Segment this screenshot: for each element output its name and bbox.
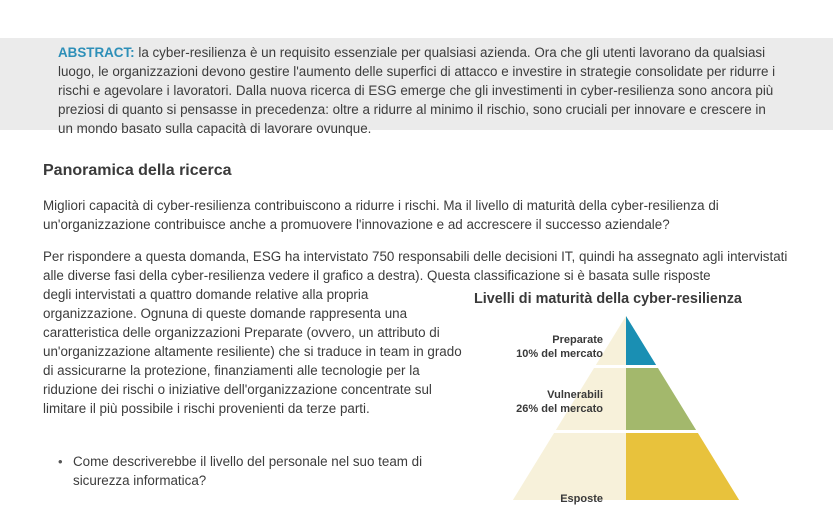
pyramid-tier-right-2 [626,433,776,500]
paragraph-1: Migliori capacità di cyber-resilienza contribuiscono a ridurre i rischi. Ma il livello di maturità della cyber-resilienza di un'organizzazione contribuisce anche a promuovere l'innovazione e ad accrescere il successo aziendale? [43,198,719,232]
abstract-label: ABSTRACT: [58,45,135,60]
pyramid-tier-name-2: Esposte [560,493,603,505]
bullet-text: Come descriverebbe il livello del personale nel suo team di sicurezza informatica? [73,454,423,488]
pyramid-tier-label-0 [516,333,603,361]
pyramid-tier-pct-0: 10% del mercato [516,348,603,360]
pyramid-tier-name-1: Vulnerabili [547,389,603,401]
chart-title: Livelli di maturità della cyber-resilienza [474,291,742,307]
abstract-body: la cyber-resilienza è un requisito essenziale per qualsiasi azienda. Ora che gli utenti lavorano da qualsiasi luogo, le organizzazioni devono gestire l'aumento delle superfici di attacco e investire in strategie consolidate per ridurre i rischi e agevolare i lavoratori. Dalla nuova ricerca di ESG emerge che gli investimenti in cyber-resilienza sono ancora più preziosi di quanto si pensasse in precedenza: oltre a ridurre al minimo il rischio, sono cruciali per innovare e crescere in un mondo basato sulla capacità di lavorare ovunque. [58,45,776,136]
pyramid-tier-label-2 [560,492,603,506]
paragraph-3: degli intervistati a quattro domande relative alla propria organizzazione. Ognuna di queste domande rappresenta una caratteristica delle organizzazioni Preparate (ovvero, un attributo di un'organizzazione altamente resiliente) che si traduce in team in grado di assicurarne la protezione, finanziamenti alle tecnologie per la riduzione dei rischi o iniziative dell'organizzazione concentrate sul limitare il più possibile i rischi provenienti da terze parti. [43,287,462,416]
pyramid-tier-name-0: Preparate [552,334,603,346]
paragraph-2: Per rispondere a questa domanda, ESG ha intervistato 750 responsabili delle decisioni IT, quindi ha assegnato agli intervistati alle diverse fasi della cyber-resilienza vedere il grafico a destra). Questa classificazione si è basata sulle risposte [43,249,788,283]
section-heading: Panoramica della ricerca [43,162,232,179]
pyramid-tier-left-2 [476,433,626,500]
pyramid-tier-right-1 [626,368,696,430]
bullet-dot-icon: • [58,454,63,469]
pyramid-tier-label-1 [516,388,603,416]
pyramid-tier-pct-1: 26% del mercato [516,403,603,415]
pyramid-tier-right-0 [626,316,656,365]
